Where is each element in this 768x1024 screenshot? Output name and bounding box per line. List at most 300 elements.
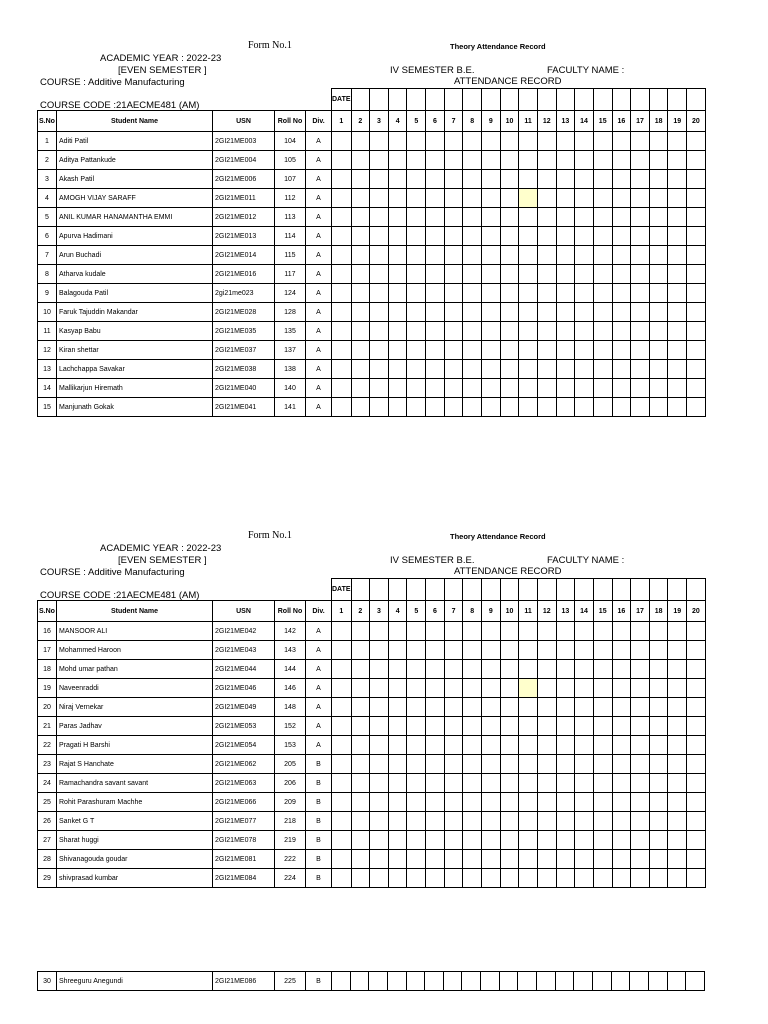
attendance-cell[interactable] <box>500 246 519 265</box>
attendance-cell[interactable] <box>426 831 445 850</box>
attendance-cell[interactable] <box>463 869 482 888</box>
attendance-cell[interactable] <box>687 850 706 869</box>
attendance-cell[interactable] <box>649 641 668 660</box>
attendance-cell[interactable] <box>556 698 575 717</box>
attendance-cell[interactable] <box>612 341 631 360</box>
attendance-cell[interactable] <box>537 774 556 793</box>
attendance-cell[interactable] <box>668 812 687 831</box>
attendance-cell[interactable] <box>426 850 445 869</box>
attendance-cell[interactable] <box>575 379 594 398</box>
attendance-cell[interactable] <box>649 793 668 812</box>
attendance-cell[interactable] <box>388 322 407 341</box>
attendance-cell[interactable] <box>463 322 482 341</box>
attendance-cell[interactable] <box>537 793 556 812</box>
attendance-cell[interactable] <box>631 793 650 812</box>
attendance-cell[interactable] <box>631 284 650 303</box>
attendance-cell[interactable] <box>649 189 668 208</box>
attendance-cell[interactable] <box>649 132 668 151</box>
attendance-cell[interactable] <box>519 341 538 360</box>
attendance-cell[interactable] <box>649 322 668 341</box>
attendance-cell[interactable] <box>631 246 650 265</box>
attendance-cell[interactable] <box>575 641 594 660</box>
attendance-cell[interactable] <box>463 793 482 812</box>
attendance-cell[interactable] <box>332 208 352 227</box>
attendance-cell[interactable] <box>593 360 612 379</box>
attendance-cell[interactable] <box>687 812 706 831</box>
attendance-cell[interactable] <box>388 774 407 793</box>
attendance-cell[interactable] <box>612 698 631 717</box>
attendance-cell[interactable] <box>482 303 501 322</box>
attendance-cell[interactable] <box>687 246 706 265</box>
attendance-cell[interactable] <box>426 151 445 170</box>
attendance-cell[interactable] <box>649 850 668 869</box>
attendance-cell[interactable] <box>482 189 501 208</box>
attendance-cell[interactable] <box>388 360 407 379</box>
attendance-cell[interactable] <box>649 265 668 284</box>
attendance-cell[interactable] <box>444 246 463 265</box>
attendance-cell[interactable] <box>444 284 463 303</box>
attendance-cell[interactable] <box>668 679 687 698</box>
attendance-cell[interactable] <box>351 398 370 417</box>
attendance-cell[interactable] <box>631 812 650 831</box>
attendance-cell[interactable] <box>575 303 594 322</box>
attendance-cell[interactable] <box>612 360 631 379</box>
attendance-cell[interactable] <box>519 227 538 246</box>
attendance-cell[interactable] <box>482 322 501 341</box>
attendance-cell[interactable] <box>556 303 575 322</box>
attendance-cell[interactable] <box>426 132 445 151</box>
attendance-cell[interactable] <box>649 869 668 888</box>
attendance-cell[interactable] <box>370 189 389 208</box>
attendance-cell[interactable] <box>519 622 538 641</box>
attendance-cell[interactable] <box>444 793 463 812</box>
attendance-cell[interactable] <box>556 679 575 698</box>
attendance-cell[interactable] <box>332 641 352 660</box>
attendance-cell[interactable] <box>519 246 538 265</box>
attendance-cell[interactable] <box>426 736 445 755</box>
attendance-cell[interactable] <box>575 284 594 303</box>
attendance-cell[interactable] <box>388 208 407 227</box>
attendance-cell[interactable] <box>370 755 389 774</box>
attendance-cell[interactable] <box>519 641 538 660</box>
attendance-cell[interactable] <box>482 379 501 398</box>
attendance-cell[interactable] <box>537 303 556 322</box>
attendance-cell[interactable] <box>537 246 556 265</box>
attendance-cell[interactable] <box>351 774 370 793</box>
attendance-cell[interactable] <box>687 736 706 755</box>
attendance-cell[interactable] <box>351 151 370 170</box>
attendance-cell[interactable] <box>519 284 538 303</box>
attendance-cell[interactable] <box>556 341 575 360</box>
attendance-cell[interactable] <box>556 284 575 303</box>
attendance-cell[interactable] <box>668 246 687 265</box>
attendance-cell[interactable] <box>575 265 594 284</box>
attendance-cell[interactable] <box>668 151 687 170</box>
attendance-cell[interactable] <box>482 341 501 360</box>
attendance-cell[interactable] <box>612 869 631 888</box>
attendance-cell[interactable] <box>332 246 352 265</box>
attendance-cell[interactable] <box>388 265 407 284</box>
attendance-cell[interactable] <box>537 622 556 641</box>
attendance-cell[interactable] <box>444 755 463 774</box>
attendance-cell[interactable] <box>407 736 426 755</box>
attendance-cell[interactable] <box>370 284 389 303</box>
attendance-cell[interactable] <box>668 641 687 660</box>
attendance-cell[interactable] <box>332 322 352 341</box>
attendance-cell[interactable] <box>612 793 631 812</box>
attendance-cell[interactable] <box>444 660 463 679</box>
attendance-cell[interactable] <box>556 208 575 227</box>
attendance-cell[interactable] <box>537 698 556 717</box>
attendance-cell[interactable] <box>668 622 687 641</box>
attendance-cell[interactable] <box>612 227 631 246</box>
attendance-cell[interactable] <box>593 698 612 717</box>
attendance-cell[interactable] <box>407 322 426 341</box>
attendance-cell[interactable] <box>631 755 650 774</box>
attendance-cell[interactable] <box>519 151 538 170</box>
attendance-cell[interactable] <box>537 151 556 170</box>
attendance-cell[interactable] <box>631 850 650 869</box>
attendance-cell[interactable] <box>332 660 352 679</box>
attendance-cell[interactable] <box>519 774 538 793</box>
attendance-cell[interactable] <box>612 246 631 265</box>
attendance-cell[interactable] <box>575 398 594 417</box>
attendance-cell[interactable] <box>500 265 519 284</box>
attendance-cell[interactable] <box>649 831 668 850</box>
attendance-cell[interactable] <box>687 227 706 246</box>
attendance-cell[interactable] <box>649 151 668 170</box>
attendance-cell[interactable] <box>463 208 482 227</box>
attendance-cell[interactable] <box>593 341 612 360</box>
attendance-cell[interactable] <box>575 850 594 869</box>
attendance-cell[interactable] <box>388 793 407 812</box>
attendance-cell[interactable] <box>575 717 594 736</box>
attendance-cell[interactable] <box>370 774 389 793</box>
attendance-cell[interactable] <box>631 660 650 679</box>
attendance-cell[interactable] <box>668 341 687 360</box>
attendance-cell[interactable] <box>482 132 501 151</box>
attendance-cell[interactable] <box>500 303 519 322</box>
attendance-cell[interactable] <box>463 679 482 698</box>
attendance-cell[interactable] <box>519 869 538 888</box>
attendance-cell[interactable] <box>444 812 463 831</box>
attendance-cell[interactable] <box>687 303 706 322</box>
attendance-cell[interactable] <box>426 284 445 303</box>
attendance-cell[interactable] <box>593 755 612 774</box>
attendance-cell[interactable] <box>593 869 612 888</box>
attendance-cell[interactable] <box>482 679 501 698</box>
attendance-cell[interactable] <box>388 717 407 736</box>
attendance-cell[interactable] <box>631 379 650 398</box>
attendance-cell[interactable] <box>649 812 668 831</box>
attendance-cell[interactable] <box>593 265 612 284</box>
attendance-cell[interactable] <box>388 227 407 246</box>
attendance-cell[interactable] <box>593 151 612 170</box>
attendance-cell[interactable] <box>462 972 481 991</box>
attendance-cell[interactable] <box>482 736 501 755</box>
attendance-cell[interactable] <box>687 170 706 189</box>
attendance-cell[interactable] <box>406 972 425 991</box>
attendance-cell[interactable] <box>575 755 594 774</box>
attendance-cell[interactable] <box>687 398 706 417</box>
attendance-cell[interactable] <box>407 774 426 793</box>
attendance-cell[interactable] <box>444 170 463 189</box>
attendance-cell[interactable] <box>649 227 668 246</box>
attendance-cell[interactable] <box>649 679 668 698</box>
attendance-cell[interactable] <box>407 189 426 208</box>
attendance-cell[interactable] <box>593 774 612 793</box>
attendance-cell[interactable] <box>687 774 706 793</box>
attendance-cell[interactable] <box>537 227 556 246</box>
attendance-cell[interactable] <box>668 303 687 322</box>
attendance-cell[interactable] <box>500 170 519 189</box>
attendance-cell[interactable] <box>649 698 668 717</box>
attendance-cell[interactable] <box>426 660 445 679</box>
attendance-cell[interactable] <box>444 303 463 322</box>
attendance-cell[interactable] <box>407 660 426 679</box>
attendance-cell[interactable] <box>370 227 389 246</box>
attendance-cell[interactable] <box>407 679 426 698</box>
attendance-cell[interactable] <box>332 812 352 831</box>
attendance-cell[interactable] <box>687 189 706 208</box>
attendance-cell[interactable] <box>351 812 370 831</box>
attendance-cell[interactable] <box>575 831 594 850</box>
attendance-cell[interactable] <box>407 246 426 265</box>
attendance-cell[interactable] <box>649 774 668 793</box>
attendance-cell[interactable] <box>482 398 501 417</box>
attendance-cell[interactable] <box>351 641 370 660</box>
attendance-cell[interactable] <box>555 972 574 991</box>
attendance-cell[interactable] <box>575 208 594 227</box>
attendance-cell[interactable] <box>463 698 482 717</box>
attendance-cell[interactable] <box>463 265 482 284</box>
attendance-cell[interactable] <box>482 869 501 888</box>
attendance-cell[interactable] <box>463 151 482 170</box>
attendance-cell[interactable] <box>388 622 407 641</box>
attendance-cell[interactable] <box>649 360 668 379</box>
attendance-cell[interactable] <box>575 660 594 679</box>
attendance-cell[interactable] <box>631 170 650 189</box>
attendance-cell[interactable] <box>426 379 445 398</box>
attendance-cell[interactable] <box>370 736 389 755</box>
attendance-cell[interactable] <box>519 793 538 812</box>
attendance-cell[interactable] <box>556 227 575 246</box>
attendance-cell[interactable] <box>388 869 407 888</box>
attendance-cell[interactable] <box>612 622 631 641</box>
attendance-cell[interactable] <box>388 812 407 831</box>
attendance-cell[interactable] <box>482 227 501 246</box>
attendance-cell[interactable] <box>537 379 556 398</box>
attendance-cell[interactable] <box>668 850 687 869</box>
attendance-cell[interactable] <box>463 755 482 774</box>
attendance-cell[interactable] <box>388 151 407 170</box>
attendance-cell[interactable] <box>575 774 594 793</box>
attendance-cell[interactable] <box>351 322 370 341</box>
attendance-cell[interactable] <box>482 208 501 227</box>
attendance-cell[interactable] <box>370 246 389 265</box>
attendance-cell[interactable] <box>668 660 687 679</box>
attendance-cell[interactable] <box>332 132 352 151</box>
attendance-cell[interactable] <box>668 774 687 793</box>
attendance-cell[interactable] <box>500 622 519 641</box>
attendance-cell[interactable] <box>668 398 687 417</box>
attendance-cell[interactable] <box>649 170 668 189</box>
attendance-cell[interactable] <box>519 379 538 398</box>
attendance-cell[interactable] <box>668 717 687 736</box>
attendance-cell[interactable] <box>687 869 706 888</box>
attendance-cell[interactable] <box>332 189 352 208</box>
attendance-cell[interactable] <box>370 793 389 812</box>
attendance-cell[interactable] <box>537 831 556 850</box>
attendance-cell[interactable] <box>556 717 575 736</box>
attendance-cell[interactable] <box>444 622 463 641</box>
attendance-cell[interactable] <box>500 850 519 869</box>
attendance-cell[interactable] <box>332 972 351 991</box>
attendance-cell[interactable] <box>407 170 426 189</box>
attendance-cell[interactable] <box>444 869 463 888</box>
attendance-cell[interactable] <box>537 132 556 151</box>
attendance-cell[interactable] <box>687 641 706 660</box>
attendance-cell[interactable] <box>556 774 575 793</box>
attendance-cell[interactable] <box>351 717 370 736</box>
attendance-cell[interactable] <box>649 755 668 774</box>
attendance-cell[interactable] <box>388 679 407 698</box>
attendance-cell[interactable] <box>556 812 575 831</box>
attendance-cell[interactable] <box>463 379 482 398</box>
attendance-cell[interactable] <box>668 831 687 850</box>
attendance-cell[interactable] <box>556 379 575 398</box>
attendance-cell[interactable] <box>388 284 407 303</box>
attendance-cell[interactable] <box>612 755 631 774</box>
attendance-cell[interactable] <box>649 379 668 398</box>
attendance-cell[interactable] <box>537 755 556 774</box>
attendance-cell[interactable] <box>649 398 668 417</box>
attendance-cell[interactable] <box>426 341 445 360</box>
attendance-cell[interactable] <box>407 227 426 246</box>
attendance-cell[interactable] <box>631 679 650 698</box>
attendance-cell[interactable] <box>500 660 519 679</box>
attendance-cell[interactable] <box>388 398 407 417</box>
attendance-cell[interactable] <box>426 303 445 322</box>
attendance-cell[interactable] <box>631 774 650 793</box>
attendance-cell[interactable] <box>388 755 407 774</box>
attendance-cell[interactable] <box>407 379 426 398</box>
attendance-cell[interactable] <box>556 132 575 151</box>
attendance-cell[interactable] <box>463 246 482 265</box>
attendance-cell[interactable] <box>631 717 650 736</box>
attendance-cell[interactable] <box>444 679 463 698</box>
attendance-cell[interactable] <box>332 755 352 774</box>
attendance-cell[interactable] <box>593 379 612 398</box>
attendance-cell[interactable] <box>649 717 668 736</box>
attendance-cell[interactable] <box>388 660 407 679</box>
attendance-cell[interactable] <box>444 717 463 736</box>
attendance-cell[interactable] <box>482 698 501 717</box>
attendance-cell[interactable] <box>668 360 687 379</box>
attendance-cell[interactable] <box>482 360 501 379</box>
attendance-cell[interactable] <box>388 736 407 755</box>
attendance-cell[interactable] <box>388 379 407 398</box>
attendance-cell[interactable] <box>426 265 445 284</box>
attendance-cell[interactable] <box>463 622 482 641</box>
attendance-cell[interactable] <box>519 303 538 322</box>
attendance-cell[interactable] <box>612 265 631 284</box>
attendance-cell[interactable] <box>668 869 687 888</box>
attendance-cell[interactable] <box>519 850 538 869</box>
attendance-cell[interactable] <box>407 284 426 303</box>
attendance-cell[interactable] <box>612 208 631 227</box>
attendance-cell[interactable] <box>668 284 687 303</box>
attendance-cell[interactable] <box>631 208 650 227</box>
attendance-cell[interactable] <box>407 812 426 831</box>
attendance-cell[interactable] <box>687 341 706 360</box>
attendance-cell[interactable] <box>482 812 501 831</box>
attendance-cell[interactable] <box>351 698 370 717</box>
attendance-cell[interactable] <box>612 303 631 322</box>
attendance-cell[interactable] <box>667 972 686 991</box>
attendance-cell[interactable] <box>407 793 426 812</box>
attendance-cell[interactable] <box>426 398 445 417</box>
attendance-cell[interactable] <box>370 341 389 360</box>
attendance-cell[interactable] <box>556 398 575 417</box>
attendance-cell[interactable] <box>407 869 426 888</box>
attendance-cell[interactable] <box>351 869 370 888</box>
attendance-cell[interactable] <box>388 850 407 869</box>
attendance-cell[interactable] <box>351 303 370 322</box>
attendance-cell[interactable] <box>407 698 426 717</box>
attendance-cell[interactable] <box>332 622 352 641</box>
attendance-cell[interactable] <box>593 641 612 660</box>
attendance-cell[interactable] <box>537 641 556 660</box>
attendance-cell[interactable] <box>351 265 370 284</box>
attendance-cell[interactable] <box>668 265 687 284</box>
attendance-cell[interactable] <box>593 717 612 736</box>
attendance-cell[interactable] <box>388 189 407 208</box>
attendance-cell[interactable] <box>612 736 631 755</box>
attendance-cell[interactable] <box>369 972 388 991</box>
attendance-cell[interactable] <box>556 189 575 208</box>
attendance-cell[interactable] <box>407 622 426 641</box>
attendance-cell[interactable] <box>593 303 612 322</box>
attendance-cell[interactable] <box>482 151 501 170</box>
attendance-cell[interactable] <box>370 132 389 151</box>
attendance-cell[interactable] <box>519 132 538 151</box>
attendance-cell[interactable] <box>444 774 463 793</box>
attendance-cell[interactable] <box>500 831 519 850</box>
attendance-cell[interactable] <box>556 622 575 641</box>
attendance-cell[interactable] <box>444 208 463 227</box>
attendance-cell[interactable] <box>631 151 650 170</box>
attendance-cell[interactable] <box>687 284 706 303</box>
attendance-cell[interactable] <box>687 698 706 717</box>
attendance-cell[interactable] <box>537 679 556 698</box>
attendance-cell[interactable] <box>426 622 445 641</box>
attendance-cell[interactable] <box>332 265 352 284</box>
attendance-cell[interactable] <box>575 189 594 208</box>
attendance-cell[interactable] <box>575 227 594 246</box>
attendance-cell[interactable] <box>519 698 538 717</box>
attendance-cell[interactable] <box>500 360 519 379</box>
attendance-cell[interactable] <box>519 755 538 774</box>
attendance-cell[interactable] <box>668 322 687 341</box>
attendance-cell[interactable] <box>668 208 687 227</box>
attendance-cell[interactable] <box>500 189 519 208</box>
attendance-cell[interactable] <box>332 850 352 869</box>
attendance-cell[interactable] <box>370 831 389 850</box>
attendance-cell[interactable] <box>593 170 612 189</box>
attendance-cell[interactable] <box>537 360 556 379</box>
attendance-cell[interactable] <box>631 322 650 341</box>
